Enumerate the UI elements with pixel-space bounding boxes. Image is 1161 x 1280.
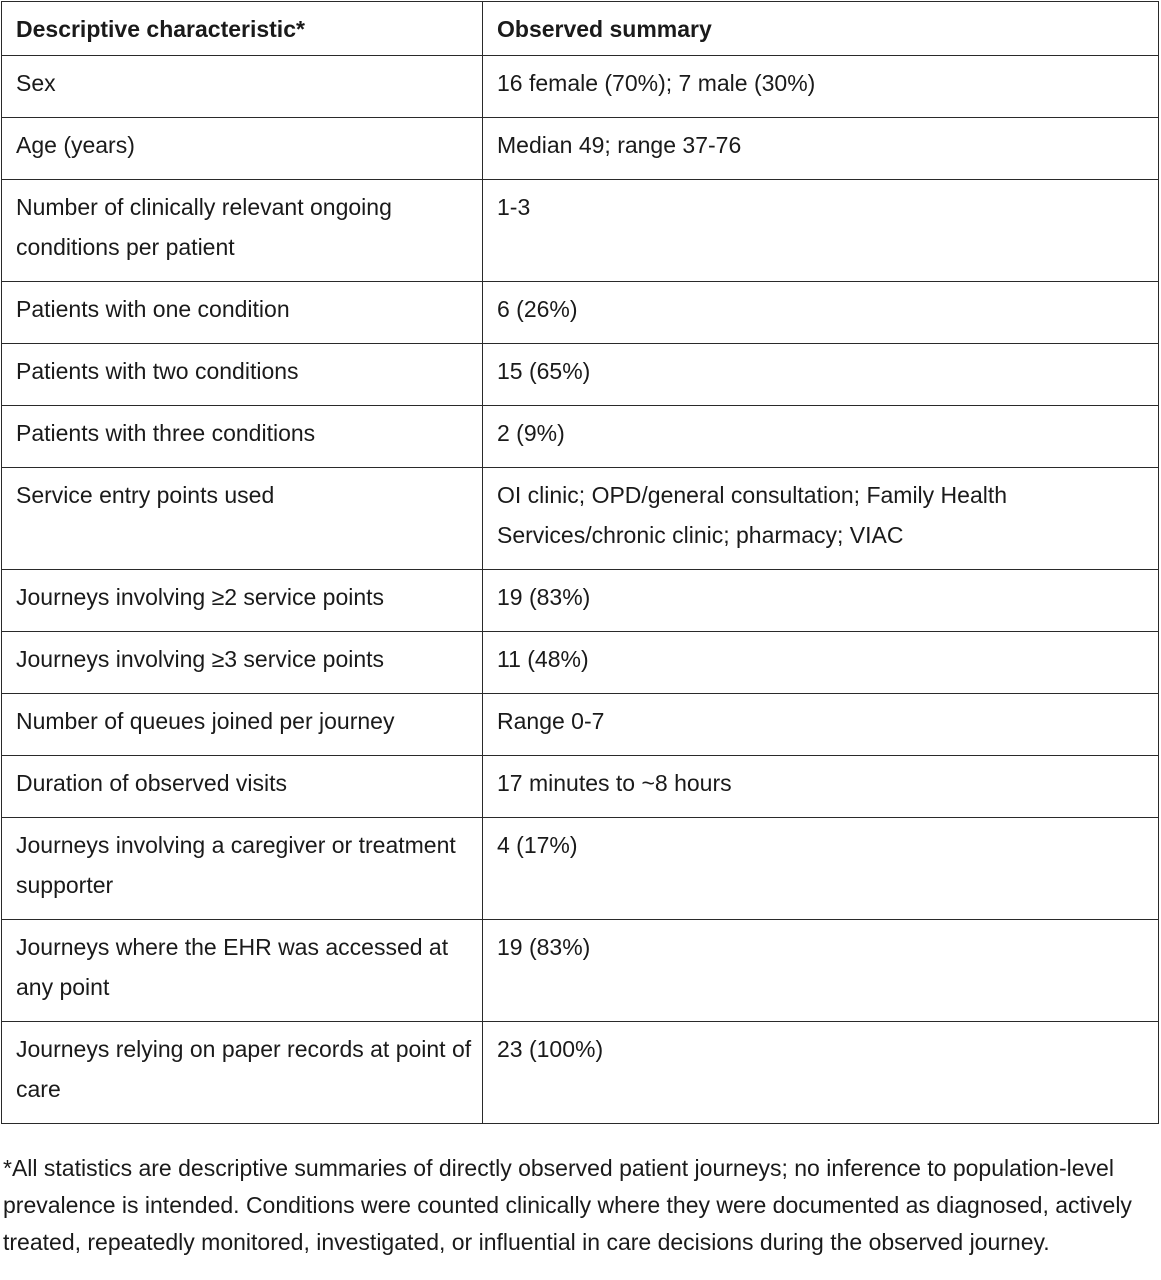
summary-cell: 2 (9%) (483, 406, 1159, 468)
summary-cell: 16 female (70%); 7 male (30%) (483, 56, 1159, 118)
characteristic-cell: Patients with three conditions (2, 406, 483, 468)
characteristic-cell: Journeys relying on paper records at point of care (2, 1022, 483, 1124)
table-header-row (2, 2, 1159, 56)
characteristic-cell: Service entry points used (2, 468, 483, 570)
characteristic-cell: Journeys involving ≥2 service points (2, 570, 483, 632)
characteristic-cell: Journeys where the EHR was accessed at any point (2, 920, 483, 1022)
table-row (2, 1022, 1159, 1124)
summary-cell: 19 (83%) (483, 920, 1159, 1022)
summary-cell: 15 (65%) (483, 344, 1159, 406)
characteristic-cell: Sex (2, 56, 483, 118)
table-row (2, 180, 1159, 282)
characteristic-cell: Journeys involving a caregiver or treatment supporter (2, 818, 483, 920)
characteristic-cell: Patients with one condition (2, 282, 483, 344)
characteristic-cell: Number of clinically relevant ongoing conditions per patient (2, 180, 483, 282)
header-characteristic: Descriptive characteristic* (2, 2, 483, 56)
summary-cell: Range 0-7 (483, 694, 1159, 756)
summary-cell: 4 (17%) (483, 818, 1159, 920)
summary-table (1, 1, 1159, 1124)
characteristic-cell: Duration of observed visits (2, 756, 483, 818)
table-footnote: *All statistics are descriptive summaries of directly observed patient journeys; no inference to population-level prevalence is intended. Conditions were counted clinically where they were documented as diagnosed, actively treated, repeatedly monitored, investigated, or influential in care decisions during the observed journey. (3, 1155, 1132, 1255)
table-row (2, 570, 1159, 632)
characteristic-cell: Journeys involving ≥3 service points (2, 632, 483, 694)
characteristic-cell: Number of queues joined per journey (2, 694, 483, 756)
table-row (2, 282, 1159, 344)
summary-cell: 1-3 (483, 180, 1159, 282)
table-row (2, 694, 1159, 756)
table-row (2, 468, 1159, 570)
summary-cell: 17 minutes to ~8 hours (483, 756, 1159, 818)
summary-cell: 11 (48%) (483, 632, 1159, 694)
summary-cell: Median 49; range 37-76 (483, 118, 1159, 180)
table-row (2, 56, 1159, 118)
table-row (2, 632, 1159, 694)
header-summary: Observed summary (483, 2, 1159, 56)
table-row (2, 406, 1159, 468)
summary-cell: 23 (100%) (483, 1022, 1159, 1124)
characteristic-cell: Patients with two conditions (2, 344, 483, 406)
characteristic-cell: Age (years) (2, 118, 483, 180)
table-row (2, 118, 1159, 180)
table-row (2, 920, 1159, 1022)
table-row (2, 818, 1159, 920)
table-row (2, 344, 1159, 406)
summary-cell: 6 (26%) (483, 282, 1159, 344)
summary-cell: OI clinic; OPD/general consultation; Family Health Services/chronic clinic; pharmacy; VIAC (483, 468, 1159, 570)
summary-cell: 19 (83%) (483, 570, 1159, 632)
table-row (2, 756, 1159, 818)
